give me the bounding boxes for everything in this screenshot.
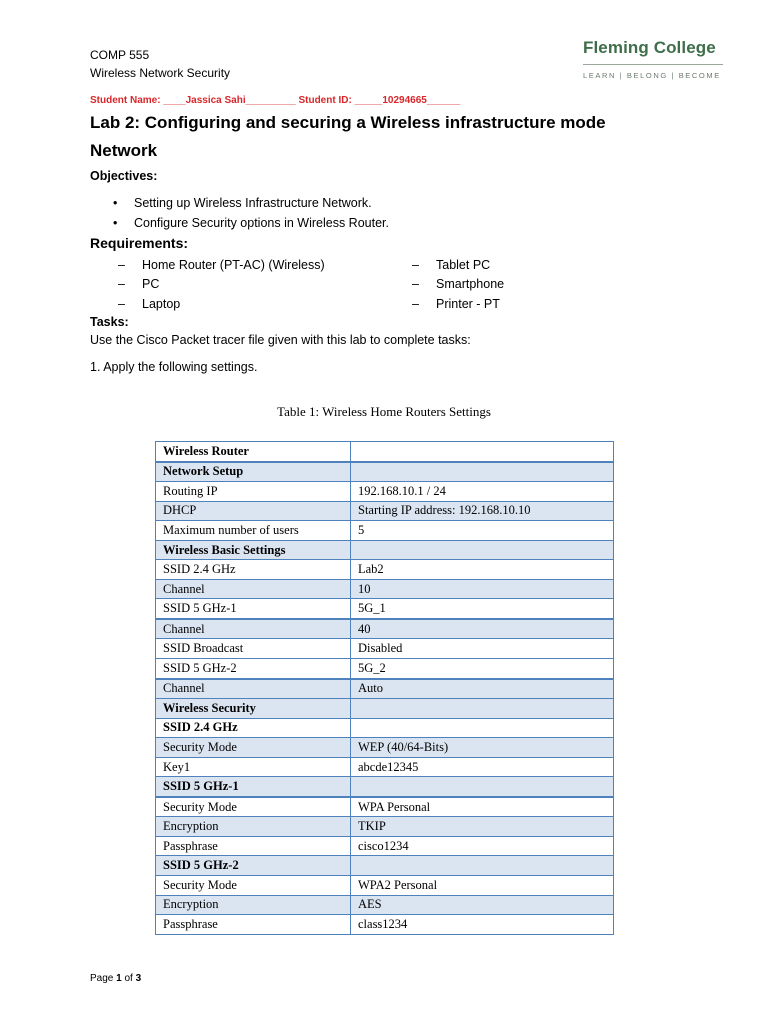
table-row [156,738,614,758]
settings-table-body [156,442,614,935]
table-row [156,521,614,541]
table-row [156,915,614,935]
setting-value-cell: WPA2 Personal [351,876,614,896]
setting-value-cell: Lab2 [351,560,614,580]
table-row [156,817,614,837]
tasks-heading: Tasks: [90,315,129,329]
dash-marker: – [118,258,125,272]
course-code: COMP 555 [90,48,150,62]
requirement-item [412,275,504,295]
objective-item: • Configure Security options in Wireless Router. [90,213,590,233]
logo-divider [583,64,723,65]
table-row [156,836,614,856]
table-row [156,699,614,719]
setting-name-cell: Wireless Basic Settings [156,540,351,560]
setting-value-cell [351,718,614,738]
of-word: of [124,973,133,984]
router-settings-table [155,441,614,935]
setting-value-cell: 10 [351,579,614,599]
table-row [156,679,614,699]
table-row [156,560,614,580]
task-step-1: 1. Apply the following settings. [90,360,258,374]
setting-name-cell: Security Mode [156,797,351,817]
page-number [90,973,141,984]
setting-value-cell: 5 [351,521,614,541]
setting-value-cell: 40 [351,619,614,639]
dash-marker: – [118,277,125,291]
table-row [156,876,614,896]
dash-marker: – [412,277,419,291]
setting-value-cell [351,540,614,560]
setting-value-cell [351,699,614,719]
setting-name-cell: Wireless Security [156,699,351,719]
page-current: 1 [116,973,122,984]
setting-value-cell: abcde12345 [351,757,614,777]
table-row [156,442,614,462]
requirement-label: Printer - PT [436,297,500,311]
setting-value-cell: TKIP [351,817,614,837]
setting-value-cell: Disabled [351,639,614,659]
setting-value-cell: AES [351,895,614,915]
college-logo-tagline: LEARN | BELONG | BECOME [583,71,721,80]
setting-name-cell: Encryption [156,895,351,915]
course-name: Wireless Network Security [90,66,231,80]
objectives-heading: Objectives: [90,169,158,183]
setting-value-cell [351,856,614,876]
setting-name-cell: Channel [156,619,351,639]
objectives-list [90,193,590,233]
table-row [156,797,614,817]
table-row [156,482,614,502]
setting-name-cell: Channel [156,579,351,599]
setting-value-cell: 192.168.10.1 / 24 [351,482,614,502]
table-row [156,777,614,797]
table-row [156,540,614,560]
setting-name-cell: SSID 5 GHz-1 [156,599,351,619]
table-row [156,501,614,521]
requirement-label: Home Router (PT-AC) (Wireless) [142,258,325,272]
setting-name-cell: SSID 2.4 GHz [156,718,351,738]
setting-name-cell: Passphrase [156,836,351,856]
tasks-intro: Use the Cisco Packet tracer file given with this lab to complete tasks: [90,333,471,347]
dash-marker: – [412,297,419,311]
setting-name-cell: Channel [156,679,351,699]
setting-name-cell: Key1 [156,757,351,777]
table-row [156,718,614,738]
setting-name-cell: Encryption [156,817,351,837]
setting-value-cell: 5G_1 [351,599,614,619]
setting-value-cell [351,462,614,482]
setting-name-cell: Routing IP [156,482,351,502]
setting-value-cell: Auto [351,679,614,699]
setting-value-cell [351,442,614,462]
setting-name-cell: SSID 2.4 GHz [156,560,351,580]
setting-name-cell: Wireless Router [156,442,351,462]
setting-name-cell: Maximum number of users [156,521,351,541]
requirement-label: PC [142,277,160,291]
table-row [156,895,614,915]
setting-name-cell: SSID Broadcast [156,639,351,659]
setting-value-cell: WPA Personal [351,797,614,817]
requirement-item [118,295,180,315]
table-row [156,639,614,659]
requirement-item [118,275,159,295]
table-row [156,757,614,777]
setting-value-cell: WEP (40/64-Bits) [351,738,614,758]
table-row [156,599,614,619]
student-info: Student Name: ____Jassica Sahi_________ Student ID: _____10294665______ [90,95,461,106]
setting-name-cell: Security Mode [156,876,351,896]
requirement-label: Laptop [142,297,181,311]
objective-item: • Setting up Wireless Infrastructure Network. [90,193,590,213]
setting-value-cell: class1234 [351,915,614,935]
lab-title-line-1: Lab 2: Configuring and securing a Wireless infrastructure mode [90,113,606,132]
setting-name-cell: SSID 5 GHz-2 [156,659,351,679]
page-word: Page [90,973,114,984]
dash-marker: – [412,258,419,272]
table-row [156,462,614,482]
requirement-label: Tablet PC [436,258,491,272]
setting-name-cell: Network Setup [156,462,351,482]
table-row [156,619,614,639]
table-row [156,659,614,679]
table-row [156,856,614,876]
college-logo [583,38,725,80]
requirement-item [412,256,490,276]
setting-value-cell: 5G_2 [351,659,614,679]
table-caption: Table 1: Wireless Home Routers Settings [277,404,491,419]
setting-value-cell: cisco1234 [351,836,614,856]
requirement-item [118,256,325,276]
setting-name-cell: Security Mode [156,738,351,758]
requirements-heading: Requirements: [90,235,189,251]
lab-title-line-2: Network [90,141,158,160]
setting-value-cell [351,777,614,797]
table-row [156,579,614,599]
page-total: 3 [135,973,142,984]
setting-name-cell: SSID 5 GHz-2 [156,856,351,876]
requirement-label: Smartphone [436,277,505,291]
setting-name-cell: Passphrase [156,915,351,935]
dash-marker: – [118,297,125,311]
setting-name-cell: DHCP [156,501,351,521]
requirement-item [412,295,500,315]
setting-name-cell: SSID 5 GHz-1 [156,777,351,797]
college-logo-name: Fleming College [583,38,716,57]
setting-value-cell: Starting IP address: 192.168.10.10 [351,501,614,521]
